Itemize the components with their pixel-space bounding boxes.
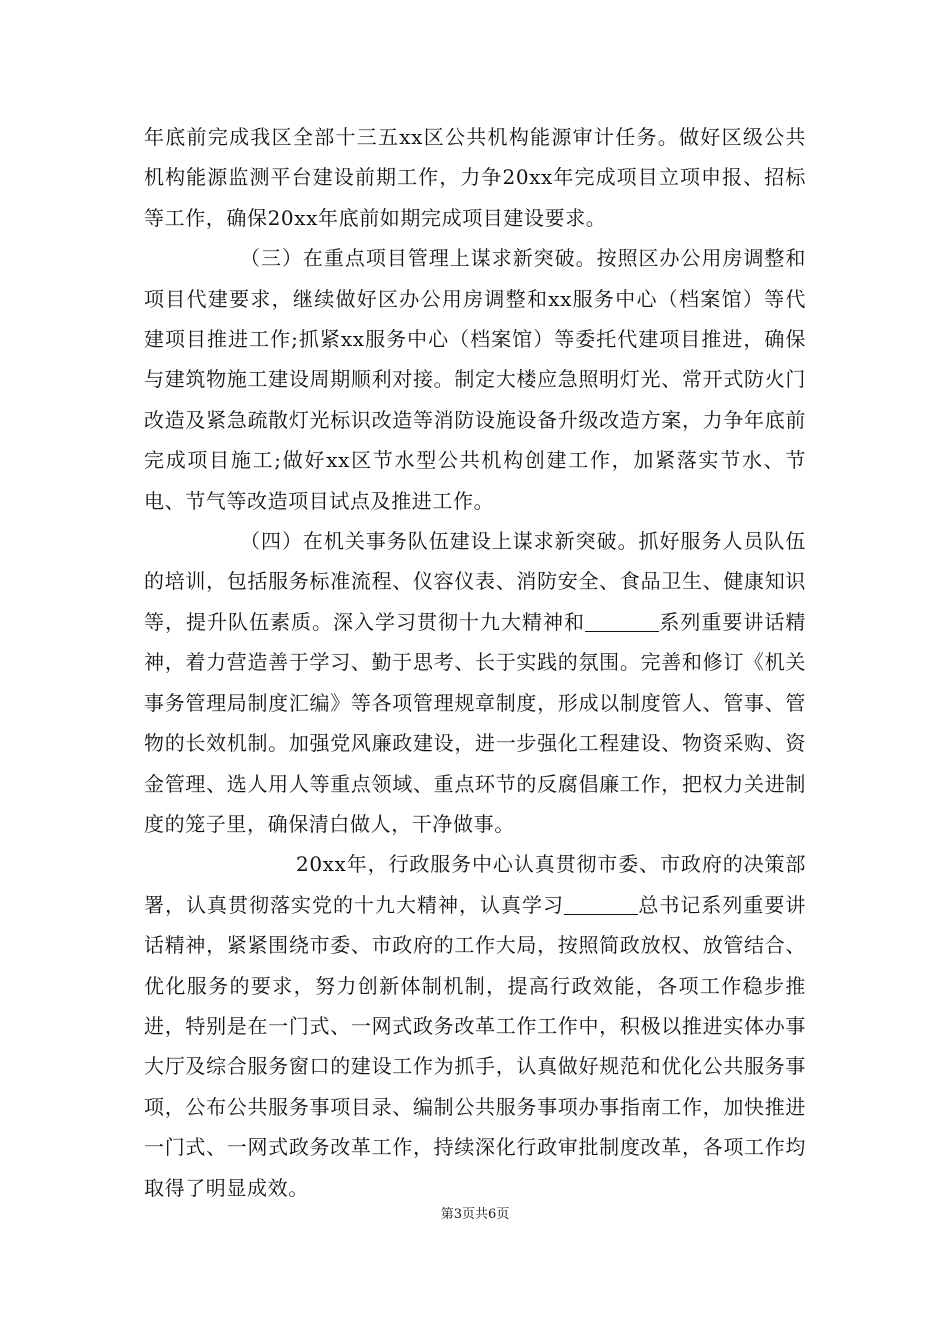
paragraph-service-center-part1: 20xx年，行政服务中心认真贯彻市委、市政府的决策部署，认真贯彻落实党的十九大精神，认真学习: [144, 852, 806, 917]
paragraph-team-building-part1: （四）在机关事务队伍建设上谋求新突破。抓好服务人员队伍的培训，包括服务标准流程、仪容仪表、消防安全、食品卫生、健康知识等，提升队伍素质。深入学习贯彻十九大精神和: [144, 529, 806, 634]
paragraph-service-center: [144, 844, 806, 1208]
paragraph-team-building: [144, 521, 806, 844]
blank-underline: [564, 894, 638, 915]
paragraph-service-center-part2: 总书记系列重要讲话精神，紧紧围绕市委、市政府的工作大局，按照简政放权、放管结合、优化服务的要求，努力创新体制机制，提高行政效能，各项工作稳步推进，特别是在一门式、一网式政务改革工作工作中，积极以推进实体办事大厅及综合服务窗口的建设工作为抓手，认真做好规范和优化公共服务事项，公布公共服务事项目录、编制公共服务事项办事指南工作，加快推进一门式、一网式政务改革工作，持续深化行政审批制度改革，各项工作均取得了明显成效。: [144, 892, 806, 1200]
paragraph-energy-audit: 年底前完成我区全部十三五xx区公共机构能源审计任务。做好区级公共机构能源监测平台建设前期工作，力争20xx年完成项目立项申报、招标等工作，确保20xx年底前如期完成项目建设要求。: [144, 125, 806, 230]
paragraph-key-projects: （三）在重点项目管理上谋求新突破。按照区办公用房调整和项目代建要求，继续做好区办公用房调整和xx服务中心（档案馆）等代建项目推进工作;抓紧xx服务中心（档案馆）等委托代建项目推进，确保与建筑物施工建设周期顺利对接。制定大楼应急照明灯光、常开式防火门改造及紧急疏散灯光标识改造等消防设施设备升级改造方案，力争年底前完成项目施工;做好xx区节水型公共机构创建工作，加紧落实节水、节电、节气等改造项目试点及推进工作。: [144, 246, 806, 513]
page-number-footer: 第3页共6页: [440, 1207, 510, 1222]
paragraph-team-building-part2: 系列重要讲话精神，着力营造善于学习、勤于思考、长于实践的氛围。完善和修订《机关事务管理局制度汇编》等各项管理规章制度，形成以制度管人、管事、管物的长效机制。加强党风廉政建设，进一步强化工程建设、物资采购、资金管理、选人用人等重点领域、重点环节的反腐倡廉工作，把权力关进制度的笼子里，确保清白做人，干净做事。: [144, 609, 806, 836]
blank-underline: [585, 611, 659, 632]
document-body: [144, 117, 806, 1208]
